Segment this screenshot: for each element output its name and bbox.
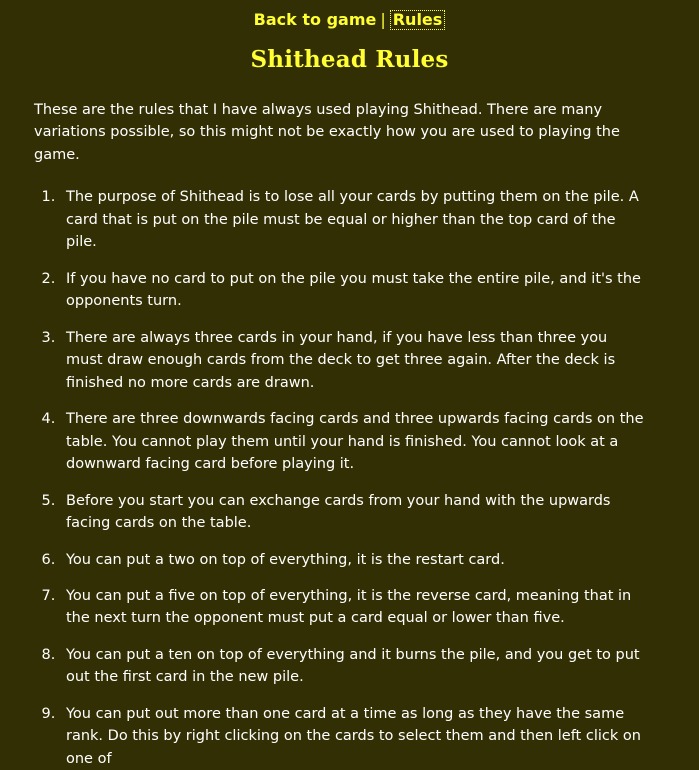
nav-separator: | [380, 10, 386, 29]
list-item: 3. There are always three cards in your hand, if you have less than three you must draw enough cards from the deck to get three again. After the deck is finished no more cards are drawn. [60, 327, 646, 394]
nav-current-rules[interactable]: Rules [390, 10, 446, 30]
back-to-game-link[interactable]: Back to game [253, 10, 377, 29]
list-item: 4. There are three downwards facing cards and three upwards facing cards on the table. You cannot play them until your hand is finished. You cannot look at a downward facing card before playing it. [60, 408, 646, 475]
list-item: 8. You can put a ten on top of everything and it burns the pile, and you get to put out the first card in the new pile. [60, 644, 646, 689]
rules-list [34, 186, 665, 770]
list-item: 1. The purpose of Shithead is to lose all your cards by putting them on the pile. A card that is put on the pile must be equal or higher than the top card of the pile. [60, 186, 646, 253]
list-item: 2. If you have no card to put on the pile you must take the entire pile, and it's the opponents turn. [60, 268, 646, 313]
intro-paragraph: These are the rules that I have always used playing Shithead. There are many variations possible, so this might not be exactly how you are used to playing the game. [34, 102, 620, 163]
list-item: 5. Before you start you can exchange cards from your hand with the upwards facing cards on the table. [60, 490, 646, 535]
list-item: 6. You can put a two on top of everything, it is the restart card. [60, 549, 646, 571]
top-navigation [0, 0, 699, 30]
list-item: 9. You can put out more than one card at a time as long as they have the same rank. Do this by right clicking on the cards to select them and then left click on one of [60, 703, 646, 770]
list-item: 7. You can put a five on top of everything, it is the reverse card, meaning that in the next turn the opponent must put a card equal or lower than five. [60, 585, 646, 630]
page-title: Shithead Rules [250, 46, 449, 73]
